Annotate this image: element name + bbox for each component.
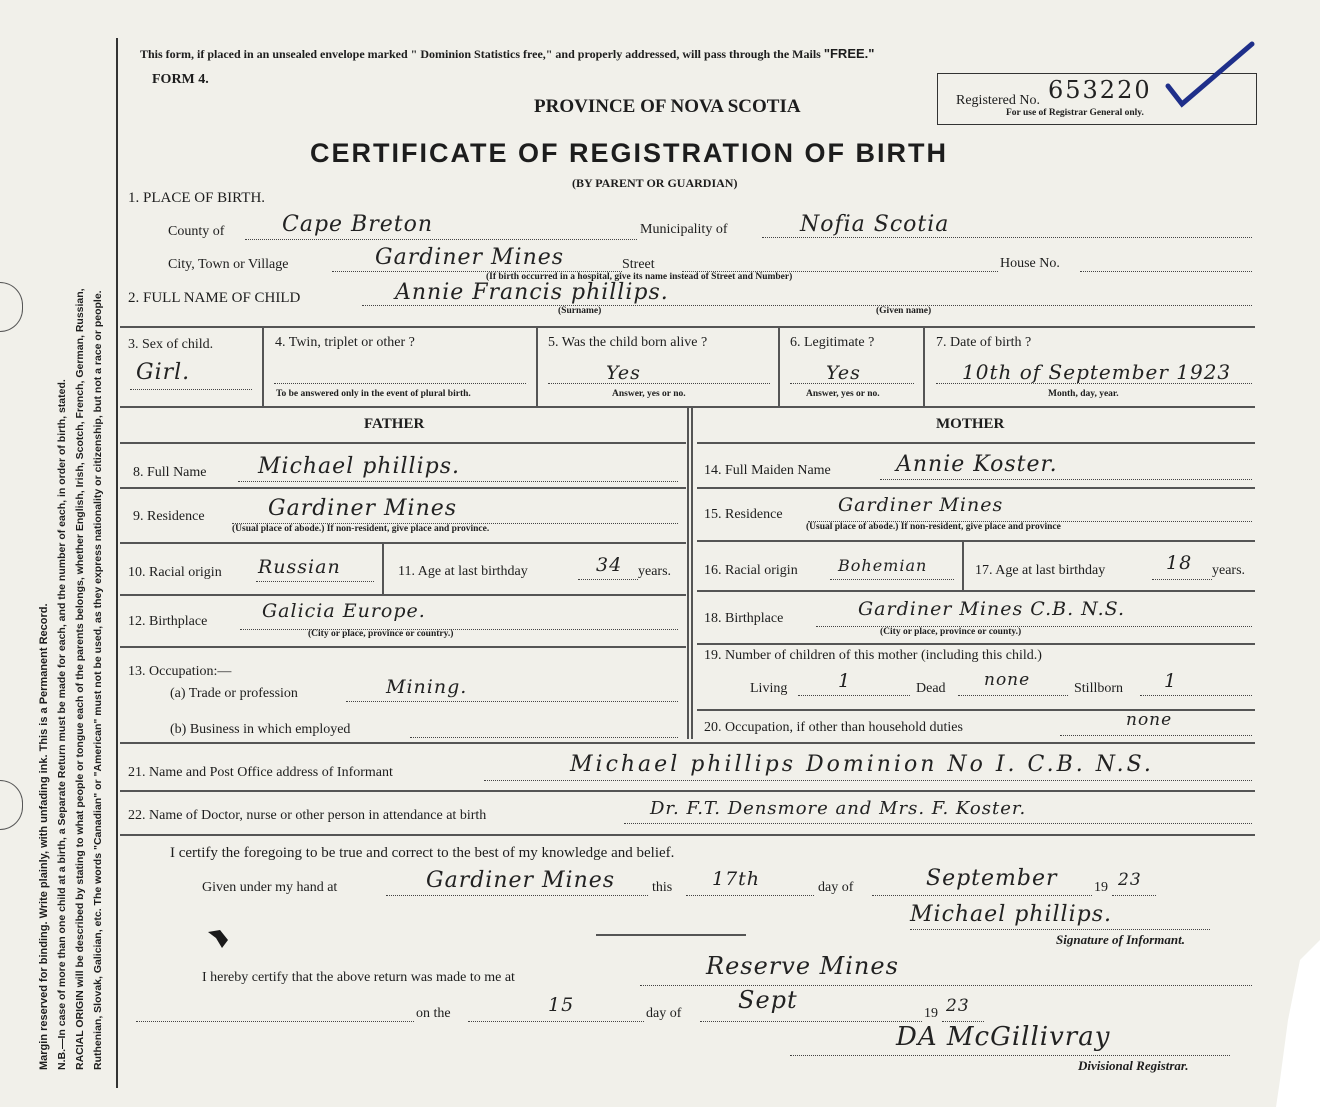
sex-value: Girl. <box>136 360 191 385</box>
registrar-place-value: Reserve Mines <box>706 952 899 980</box>
mother-name-line <box>880 478 1252 480</box>
father-residence-value: Gardiner Mines <box>268 496 458 521</box>
father-trade-value: Mining. <box>386 676 468 698</box>
twin-label: 4. Twin, triplet or other ? <box>275 335 415 350</box>
mother-birthplace-label: 18. Birthplace <box>704 611 784 626</box>
year-prefix: 19 <box>1094 880 1108 895</box>
stillborn-label: Stillborn <box>1074 681 1124 696</box>
rule <box>120 326 1255 328</box>
rule <box>778 326 780 406</box>
informant-line <box>484 779 1252 781</box>
house-label: House No. <box>1000 256 1060 271</box>
hospital-note: (If birth occurred in a hospital, give its name instead of Street and Number) <box>486 272 793 282</box>
father-age-line <box>578 578 638 580</box>
province-title: PROVINCE OF NOVA SCOTIA <box>534 96 801 117</box>
municipality-value: Nofia Scotia <box>800 212 950 237</box>
rule <box>120 542 686 544</box>
father-name-value: Michael phillips. <box>258 454 460 479</box>
father-trade-line <box>346 700 678 702</box>
father-occupation-label: 13. Occupation:— <box>128 664 232 679</box>
child-name-value: Annie Francis phillips. <box>395 280 669 305</box>
registrar-year-value: 23 <box>946 996 970 1016</box>
rule <box>120 790 1255 792</box>
registrar-year-prefix: 19 <box>924 1006 938 1021</box>
informant-signature-label: Signature of Informant. <box>1056 932 1185 947</box>
registrar-day-of-label: day of <box>646 1006 682 1021</box>
mother-age-value: 18 <box>1166 552 1193 574</box>
informant-value: Michael phillips Dominion No I. C.B. N.S. <box>570 752 1154 777</box>
father-name-label: 8. Full Name <box>133 465 207 480</box>
alive-line <box>548 382 770 384</box>
certificate-title: CERTIFICATE OF REGISTRATION OF BIRTH <box>310 138 948 168</box>
registrar-signature: DA McGillivray <box>896 1022 1111 1052</box>
dob-note: Month, day, year. <box>1048 389 1119 399</box>
rule <box>120 594 686 596</box>
rule <box>697 590 1255 592</box>
mother-occupation-value: none <box>1126 710 1173 730</box>
registrar-month-value: Sept <box>738 986 798 1014</box>
dead-value: none <box>984 670 1031 690</box>
form-number: FORM 4. <box>152 72 209 87</box>
mail-notice <box>140 46 874 62</box>
day-of-label: day of <box>818 880 854 895</box>
father-racial-label: 10. Racial origin <box>128 565 222 580</box>
certify-statement: I certify the foregoing to be true and correct to the best of my knowledge and belief. <box>170 845 675 861</box>
father-birthplace-value: Galicia Europe. <box>262 600 426 622</box>
day-line <box>686 894 814 896</box>
rule <box>923 326 925 406</box>
month-line <box>872 894 1092 896</box>
twin-note: To be answered only in the event of plural birth. <box>276 389 471 399</box>
certificate-subtitle: (BY PARENT OR GUARDIAN) <box>572 176 738 190</box>
mail-notice-text: This form, if placed in an unsealed envelope marked " Dominion Statistics free," and properly addressed, will pass through the Mails <box>140 47 824 61</box>
mother-racial-label: 16. Racial origin <box>704 563 798 578</box>
parents-divider <box>687 406 689 739</box>
informant-label: 21. Name and Post Office address of Informant <box>128 765 393 780</box>
sex-line <box>130 388 252 390</box>
rule <box>697 442 1255 444</box>
seal-line <box>596 934 746 936</box>
margin-note-racial-origin: RACIAL ORIGIN will be described by stating to what people or tongue each of the parents belongs, whether English, Irish, Scotch, French, German, Russian, <box>74 288 86 1070</box>
rule <box>120 442 686 444</box>
registrar-day-line <box>468 1020 644 1022</box>
sex-label: 3. Sex of child. <box>128 337 214 352</box>
given-place-value: Gardiner Mines <box>426 868 616 893</box>
mother-name-label: 14. Full Maiden Name <box>704 463 831 478</box>
ink-mark-icon <box>206 928 232 950</box>
father-residence-label: 9. Residence <box>133 509 205 524</box>
torn-corner <box>1240 940 1320 1107</box>
doctor-line <box>624 822 1252 824</box>
rule <box>120 834 1255 836</box>
rule <box>382 542 384 594</box>
street-label: Street <box>622 257 655 272</box>
mother-name-value: Annie Koster. <box>896 452 1058 477</box>
mail-free: "FREE." <box>823 46 875 61</box>
mother-occupation-line <box>1060 734 1252 736</box>
month-value: September <box>926 866 1058 891</box>
father-age-label: 11. Age at last birthday <box>398 564 528 579</box>
mother-birthplace-note: (City or place, province or county.) <box>880 627 1022 637</box>
city-value: Gardiner Mines <box>375 245 565 270</box>
doctor-label: 22. Name of Doctor, nurse or other person in attendance at birth <box>128 808 487 823</box>
margin-note-racial-origin-2: Ruthenian, Slovak, Galician, etc. The words "Canadian" or "American" must not be used, as they express nationality or citizenship, but not a race or people. <box>92 290 104 1070</box>
living-label: Living <box>750 681 788 696</box>
mother-age-line <box>1152 578 1212 580</box>
legitimate-value: Yes <box>826 362 861 384</box>
child-name-label: 2. FULL NAME OF CHILD <box>128 290 301 306</box>
mother-residence-value: Gardiner Mines <box>838 494 1004 516</box>
father-business-line <box>410 736 678 738</box>
alive-note: Answer, yes or no. <box>612 389 686 399</box>
mother-racial-line <box>830 578 954 580</box>
father-birthplace-label: 12. Birthplace <box>128 614 208 629</box>
mother-occupation-label: 20. Occupation, if other than household duties <box>704 720 963 735</box>
father-business-label: (b) Business in which employed <box>170 722 351 737</box>
rule <box>262 326 264 406</box>
rule <box>120 742 1255 744</box>
year-line <box>1112 894 1156 896</box>
given-under-label: Given under my hand at <box>202 880 338 895</box>
this-label: this <box>652 880 673 895</box>
legitimate-label: 6. Legitimate ? <box>790 335 875 350</box>
checkmark-icon <box>1160 38 1260 108</box>
rule <box>697 643 1255 645</box>
father-name-line <box>238 480 678 482</box>
registered-number: 653220 <box>1048 76 1152 104</box>
rule <box>120 487 686 489</box>
father-racial-value: Russian <box>258 556 341 578</box>
doctor-value: Dr. F.T. Densmore and Mrs. F. Koster. <box>650 798 1027 819</box>
registrar-month-line <box>700 1020 922 1022</box>
mother-birthplace-value: Gardiner Mines C.B. N.S. <box>858 598 1126 620</box>
county-line <box>245 238 637 240</box>
county-value: Cape Breton <box>282 212 434 237</box>
father-birthplace-line <box>240 628 678 630</box>
mother-racial-value: Bohemian <box>838 556 928 575</box>
registrar-statement: I hereby certify that the above return was made to me at <box>202 970 515 985</box>
place-of-birth-label: 1. PLACE OF BIRTH. <box>128 190 266 206</box>
mother-residence-label: 15. Residence <box>704 507 783 522</box>
mother-residence-note: (Usual place of abode.) If non-resident, give place and province <box>806 522 1061 532</box>
city-label: City, Town or Village <box>168 257 289 272</box>
mother-heading: MOTHER <box>936 416 1005 432</box>
father-trade-label: (a) Trade or profession <box>170 686 298 701</box>
dead-label: Dead <box>916 681 946 696</box>
legitimate-note: Answer, yes or no. <box>806 389 880 399</box>
mother-age-label: 17. Age at last birthday <box>975 563 1106 578</box>
house-line <box>1080 270 1252 272</box>
on-the-label: on the <box>416 1006 451 1021</box>
punch-hole-bottom <box>0 780 23 830</box>
signature-line <box>910 928 1210 930</box>
living-line <box>798 694 910 696</box>
stillborn-value: 1 <box>1164 670 1178 692</box>
parents-divider-2 <box>691 406 693 739</box>
registrar-signature-label: Divisional Registrar. <box>1078 1058 1189 1073</box>
registrar-pre-line <box>136 1020 414 1022</box>
binding-margin-line <box>116 38 118 1088</box>
registrar-place-line <box>640 984 1252 986</box>
given-name-note: (Given name) <box>876 306 932 316</box>
punch-hole-top <box>0 282 23 332</box>
mother-years: years. <box>1212 563 1246 578</box>
father-birthplace-note: (City or place, province or country.) <box>308 629 454 639</box>
municipality-label: Municipality of <box>640 222 728 237</box>
registrar-note: For use of Registrar General only. <box>1006 108 1144 118</box>
rule <box>962 540 964 590</box>
father-years: years. <box>638 564 672 579</box>
father-residence-note: (Usual place of abode.) If non-resident, give place and province. <box>232 524 490 534</box>
mother-children-label: 19. Number of children of this mother (including this child.) <box>704 648 1042 663</box>
day-value: 17th <box>712 868 761 890</box>
father-heading: FATHER <box>364 416 425 432</box>
county-label: County of <box>168 224 225 239</box>
margin-note-binding: Margin reserved for binding. Write plainly, with unfading ink. This is a Permanent Record. <box>38 603 50 1070</box>
dead-line <box>958 694 1068 696</box>
alive-label: 5. Was the child born alive ? <box>548 335 708 350</box>
father-racial-line <box>256 580 374 582</box>
surname-note: (Surname) <box>558 306 602 316</box>
dob-value: 10th of September 1923 <box>962 360 1232 384</box>
registered-label: Registered No. <box>956 93 1040 108</box>
dob-label: 7. Date of birth ? <box>936 335 1032 350</box>
stillborn-line <box>1140 694 1252 696</box>
year-value: 23 <box>1118 870 1142 890</box>
rule <box>120 646 686 648</box>
rule <box>697 540 1255 542</box>
rule <box>536 326 538 406</box>
margin-note-plural-birth: N.B.—In case of more than one child at a birth, a Separate Return must be made for each, and the number of each, in order of birth, stated. <box>56 379 68 1070</box>
twin-line <box>274 382 526 384</box>
father-age-value: 34 <box>596 554 623 576</box>
living-value: 1 <box>838 670 852 692</box>
rule <box>697 487 1255 489</box>
given-place-line <box>386 894 648 896</box>
registrar-signature-line <box>790 1054 1230 1056</box>
registrar-day-value: 15 <box>548 994 575 1016</box>
alive-value: Yes <box>606 362 641 384</box>
informant-signature: Michael phillips. <box>910 902 1112 927</box>
